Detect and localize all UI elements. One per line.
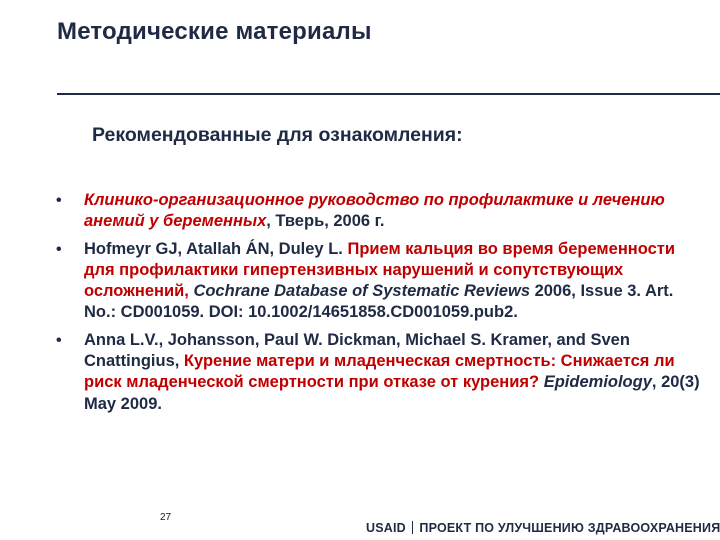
bullet-icon: • <box>56 331 62 349</box>
footer-usaid: USAID <box>366 521 406 535</box>
reference-list <box>56 190 706 421</box>
list-item <box>56 190 706 233</box>
section-subtitle: Рекомендованные для ознакомления: <box>92 124 463 146</box>
bullet-icon: • <box>56 192 62 209</box>
list-item <box>56 239 706 324</box>
page-number: 27 <box>160 512 172 523</box>
reference-source: , Тверь, 2006 г. <box>266 212 385 231</box>
reference-title: Курение матери и младенческая смертность: Снижается ли риск младенческой смертности при отказе от курения? <box>84 352 675 392</box>
reference-details: , 20(3) May 2009. <box>84 373 700 413</box>
reference-authors: Hofmeyr GJ, Atallah ÁN, Duley L. <box>84 239 348 258</box>
reference-details: 2006, Issue 3. Art. No.: CD001059. DOI: 10.1002/14651858.CD001059.pub2. <box>84 282 674 322</box>
title-divider <box>57 93 720 95</box>
reference-authors: Anna L.V., Johansson, Paul W. Dickman, Michael S. Kramer, and Sven Cnattingius, <box>84 330 630 371</box>
slide-title: Методические материалы <box>57 18 372 45</box>
list-item <box>56 330 706 415</box>
reference-title: Клинико-организационное руководство по профилактике и лечению анемий у беременных <box>84 191 665 231</box>
reference-title: Прием кальция во время беременности для профилактики гипертензивных нарушений и сопутствующих осложнений, <box>84 239 676 301</box>
footer-project-name: ПРОЕКТ ПО УЛУЧШЕНИЮ ЗДРАВООХРАНЕНИЯ <box>419 521 720 535</box>
footer-logo <box>366 521 720 535</box>
reference-journal: Epidemiology <box>543 373 652 392</box>
footer-separator <box>412 521 414 534</box>
reference-journal: Cochrane Database of Systematic Reviews <box>193 282 530 301</box>
bullet-icon: • <box>56 240 62 258</box>
